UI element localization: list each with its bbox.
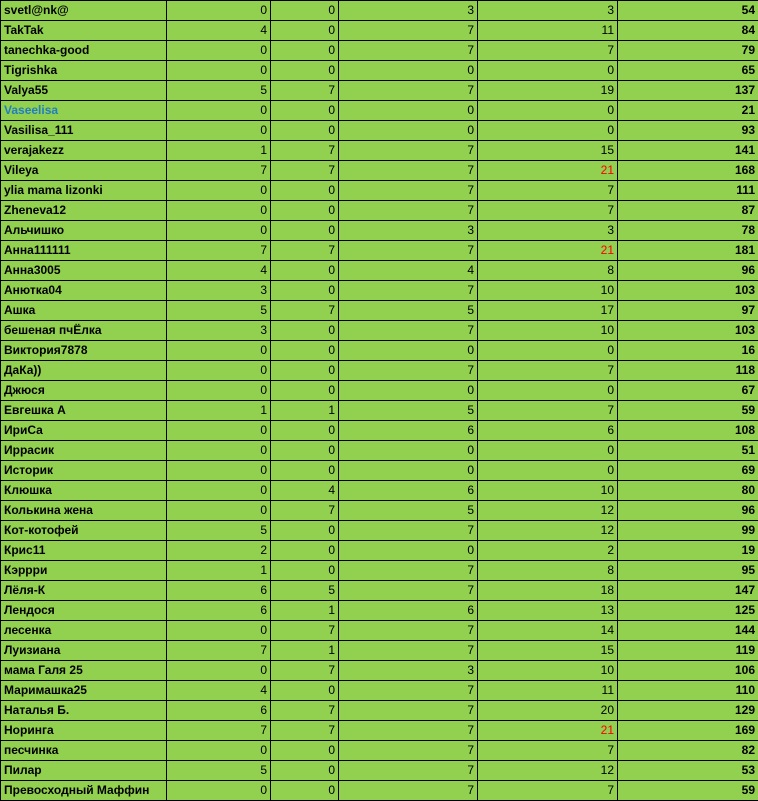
score-cell-2[interactable]: 7: [271, 241, 339, 261]
total-cell[interactable]: 93: [618, 121, 758, 141]
total-cell[interactable]: 16: [618, 341, 758, 361]
score-cell-3[interactable]: 7: [339, 701, 478, 721]
table-row: [1, 521, 758, 541]
sum-cell[interactable]: 12: [478, 761, 618, 781]
score-cell-2[interactable]: 0: [271, 41, 339, 61]
score-cell-1[interactable]: 0: [167, 121, 271, 141]
total-cell[interactable]: 147: [618, 581, 758, 601]
score-cell-2[interactable]: 0: [271, 781, 339, 801]
score-cell-1[interactable]: 4: [167, 261, 271, 281]
score-cell-2[interactable]: 0: [271, 281, 339, 301]
total-cell[interactable]: 87: [618, 201, 758, 221]
score-cell-1[interactable]: 0: [167, 781, 271, 801]
sum-cell[interactable]: 14: [478, 621, 618, 641]
table-row: [1, 1, 758, 21]
name-cell[interactable]: Анютка04: [1, 281, 167, 301]
table-row: [1, 361, 758, 381]
sum-cell[interactable]: 3: [478, 1, 618, 21]
total-cell[interactable]: 53: [618, 761, 758, 781]
table-row: [1, 721, 758, 741]
score-cell-3[interactable]: 7: [339, 81, 478, 101]
total-cell[interactable]: 144: [618, 621, 758, 641]
sum-cell[interactable]: 19: [478, 81, 618, 101]
score-cell-3[interactable]: 7: [339, 181, 478, 201]
score-cell-1[interactable]: 0: [167, 661, 271, 681]
sum-cell[interactable]: 2: [478, 541, 618, 561]
score-cell-3[interactable]: 7: [339, 741, 478, 761]
score-cell-3[interactable]: 7: [339, 781, 478, 801]
total-cell[interactable]: 168: [618, 161, 758, 181]
name-cell[interactable]: Колькина жена: [1, 501, 167, 521]
table-row: [1, 401, 758, 421]
score-cell-2[interactable]: 0: [271, 741, 339, 761]
score-cell-1[interactable]: 0: [167, 221, 271, 241]
name-cell[interactable]: Крис11: [1, 541, 167, 561]
sum-cell[interactable]: 10: [478, 321, 618, 341]
table-row: [1, 421, 758, 441]
table-row: [1, 601, 758, 621]
table-row: [1, 141, 758, 161]
score-cell-3[interactable]: 0: [339, 341, 478, 361]
score-cell-3[interactable]: 7: [339, 621, 478, 641]
total-cell[interactable]: 103: [618, 321, 758, 341]
score-cell-1[interactable]: 7: [167, 161, 271, 181]
table-body: [1, 1, 758, 801]
total-cell[interactable]: 97: [618, 301, 758, 321]
score-cell-1[interactable]: 0: [167, 441, 271, 461]
score-cell-2[interactable]: 0: [271, 541, 339, 561]
total-cell[interactable]: 19: [618, 541, 758, 561]
name-cell[interactable]: Норинга: [1, 721, 167, 741]
score-cell-2[interactable]: 1: [271, 401, 339, 421]
score-cell-3[interactable]: 5: [339, 501, 478, 521]
table-row: [1, 41, 758, 61]
score-cell-2[interactable]: 0: [271, 381, 339, 401]
sum-cell[interactable]: 8: [478, 261, 618, 281]
table-row: [1, 261, 758, 281]
score-cell-2[interactable]: 7: [271, 721, 339, 741]
score-cell-3[interactable]: 7: [339, 281, 478, 301]
name-cell[interactable]: лесенка: [1, 621, 167, 641]
score-cell-1[interactable]: 3: [167, 321, 271, 341]
score-cell-1[interactable]: 0: [167, 461, 271, 481]
score-cell-3[interactable]: 6: [339, 481, 478, 501]
score-cell-2[interactable]: 0: [271, 101, 339, 121]
sum-cell[interactable]: 12: [478, 521, 618, 541]
sum-cell[interactable]: 21: [478, 721, 618, 741]
name-cell[interactable]: Vileya: [1, 161, 167, 181]
name-cell[interactable]: Кот-котофей: [1, 521, 167, 541]
table-row: [1, 501, 758, 521]
name-cell[interactable]: ДаКа)): [1, 361, 167, 381]
score-cell-3[interactable]: 7: [339, 241, 478, 261]
name-cell[interactable]: мама Галя 25: [1, 661, 167, 681]
score-cell-1[interactable]: 1: [167, 141, 271, 161]
table-row: [1, 701, 758, 721]
score-cell-2[interactable]: 7: [271, 81, 339, 101]
total-cell[interactable]: 96: [618, 261, 758, 281]
score-cell-2[interactable]: 7: [271, 661, 339, 681]
name-cell[interactable]: ylia mama lizonki: [1, 181, 167, 201]
score-cell-2[interactable]: 0: [271, 421, 339, 441]
table-row: [1, 21, 758, 41]
score-cell-3[interactable]: 7: [339, 521, 478, 541]
total-cell[interactable]: 59: [618, 781, 758, 801]
score-cell-2[interactable]: 0: [271, 261, 339, 281]
table-row: [1, 761, 758, 781]
table-row: [1, 461, 758, 481]
total-cell[interactable]: 129: [618, 701, 758, 721]
score-cell-2[interactable]: 0: [271, 61, 339, 81]
total-cell[interactable]: 96: [618, 501, 758, 521]
total-cell[interactable]: 125: [618, 601, 758, 621]
score-cell-2[interactable]: 7: [271, 701, 339, 721]
sum-cell[interactable]: 0: [478, 341, 618, 361]
table-row: [1, 541, 758, 561]
sum-cell[interactable]: 7: [478, 201, 618, 221]
score-cell-2[interactable]: 0: [271, 121, 339, 141]
score-cell-2[interactable]: 7: [271, 161, 339, 181]
table-row: [1, 661, 758, 681]
name-cell[interactable]: Историк: [1, 461, 167, 481]
score-cell-2[interactable]: 0: [271, 1, 339, 21]
total-cell[interactable]: 59: [618, 401, 758, 421]
score-cell-3[interactable]: 6: [339, 601, 478, 621]
table-row: [1, 121, 758, 141]
score-cell-2[interactable]: 7: [271, 141, 339, 161]
sum-cell[interactable]: 10: [478, 661, 618, 681]
table-row: [1, 181, 758, 201]
score-cell-3[interactable]: 7: [339, 581, 478, 601]
table-row: [1, 381, 758, 401]
table-row: [1, 61, 758, 81]
name-cell[interactable]: бешеная пчЁлка: [1, 321, 167, 341]
total-cell[interactable]: 69: [618, 461, 758, 481]
sum-cell[interactable]: 15: [478, 141, 618, 161]
total-cell[interactable]: 108: [618, 421, 758, 441]
name-cell[interactable]: Наталья Б.: [1, 701, 167, 721]
score-cell-1[interactable]: 0: [167, 621, 271, 641]
sum-cell[interactable]: 7: [478, 401, 618, 421]
sum-cell[interactable]: 11: [478, 681, 618, 701]
score-cell-1[interactable]: 3: [167, 281, 271, 301]
sum-cell[interactable]: 0: [478, 381, 618, 401]
name-cell[interactable]: Лендося: [1, 601, 167, 621]
score-cell-1[interactable]: 0: [167, 361, 271, 381]
name-cell[interactable]: Valya55: [1, 81, 167, 101]
table-row: [1, 481, 758, 501]
score-cell-3[interactable]: 3: [339, 661, 478, 681]
sum-cell[interactable]: 18: [478, 581, 618, 601]
name-cell[interactable]: Евгешка А: [1, 401, 167, 421]
sum-cell[interactable]: 10: [478, 281, 618, 301]
score-cell-2[interactable]: 0: [271, 21, 339, 41]
sum-cell[interactable]: 17: [478, 301, 618, 321]
score-cell-3[interactable]: 7: [339, 21, 478, 41]
name-cell[interactable]: Лёля-К: [1, 581, 167, 601]
score-cell-2[interactable]: 0: [271, 341, 339, 361]
score-cell-3[interactable]: 7: [339, 161, 478, 181]
name-cell[interactable]: Tigrishka: [1, 61, 167, 81]
name-cell[interactable]: Кэррри: [1, 561, 167, 581]
score-cell-1[interactable]: 0: [167, 201, 271, 221]
total-cell[interactable]: 82: [618, 741, 758, 761]
name-cell[interactable]: TakTak: [1, 21, 167, 41]
sum-cell[interactable]: 21: [478, 161, 618, 181]
score-cell-3[interactable]: 4: [339, 261, 478, 281]
name-cell[interactable]: Луизиана: [1, 641, 167, 661]
score-cell-1[interactable]: 6: [167, 701, 271, 721]
total-cell[interactable]: 106: [618, 661, 758, 681]
table-row: [1, 221, 758, 241]
name-cell[interactable]: Маримашка25: [1, 681, 167, 701]
score-cell-2[interactable]: 7: [271, 301, 339, 321]
total-cell[interactable]: 110: [618, 681, 758, 701]
total-cell[interactable]: 141: [618, 141, 758, 161]
score-cell-1[interactable]: 7: [167, 241, 271, 261]
score-cell-3[interactable]: 0: [339, 441, 478, 461]
score-cell-3[interactable]: 5: [339, 301, 478, 321]
total-cell[interactable]: 79: [618, 41, 758, 61]
total-cell[interactable]: 84: [618, 21, 758, 41]
score-cell-2[interactable]: 1: [271, 641, 339, 661]
sum-cell[interactable]: 7: [478, 41, 618, 61]
sum-cell[interactable]: 21: [478, 241, 618, 261]
table-row: [1, 781, 758, 801]
name-cell[interactable]: песчинка: [1, 741, 167, 761]
sum-cell[interactable]: 0: [478, 61, 618, 81]
total-cell[interactable]: 54: [618, 1, 758, 21]
score-cell-1[interactable]: 0: [167, 501, 271, 521]
score-cell-3[interactable]: 7: [339, 641, 478, 661]
sum-cell[interactable]: 7: [478, 741, 618, 761]
score-cell-1[interactable]: 0: [167, 1, 271, 21]
score-cell-1[interactable]: 0: [167, 381, 271, 401]
score-cell-1[interactable]: 0: [167, 181, 271, 201]
score-cell-3[interactable]: 3: [339, 221, 478, 241]
sum-cell[interactable]: 0: [478, 121, 618, 141]
table-row: [1, 301, 758, 321]
name-cell[interactable]: svetl@nk@: [1, 1, 167, 21]
sum-cell[interactable]: 0: [478, 101, 618, 121]
score-cell-1[interactable]: 0: [167, 421, 271, 441]
table-row: [1, 581, 758, 601]
sum-cell[interactable]: 7: [478, 361, 618, 381]
score-cell-3[interactable]: 7: [339, 721, 478, 741]
name-cell[interactable]: ИриСа: [1, 421, 167, 441]
total-cell[interactable]: 103: [618, 281, 758, 301]
name-cell[interactable]: Vasilisa_111: [1, 121, 167, 141]
score-cell-3[interactable]: 7: [339, 681, 478, 701]
total-cell[interactable]: 67: [618, 381, 758, 401]
score-cell-2[interactable]: 5: [271, 581, 339, 601]
score-cell-3[interactable]: 0: [339, 121, 478, 141]
name-cell[interactable]: tanechka-good: [1, 41, 167, 61]
table-row: [1, 81, 758, 101]
score-cell-1[interactable]: 0: [167, 341, 271, 361]
score-cell-1[interactable]: 0: [167, 481, 271, 501]
score-cell-2[interactable]: 0: [271, 201, 339, 221]
score-cell-3[interactable]: 6: [339, 421, 478, 441]
total-cell[interactable]: 119: [618, 641, 758, 661]
total-cell[interactable]: 65: [618, 61, 758, 81]
score-cell-3[interactable]: 7: [339, 761, 478, 781]
score-cell-1[interactable]: 1: [167, 401, 271, 421]
score-cell-1[interactable]: 1: [167, 561, 271, 581]
score-cell-3[interactable]: 7: [339, 361, 478, 381]
score-cell-3[interactable]: 0: [339, 541, 478, 561]
score-cell-1[interactable]: 6: [167, 581, 271, 601]
score-cell-1[interactable]: 5: [167, 81, 271, 101]
table-row: [1, 561, 758, 581]
total-cell[interactable]: 137: [618, 81, 758, 101]
sum-cell[interactable]: 0: [478, 441, 618, 461]
name-cell[interactable]: Пилар: [1, 761, 167, 781]
score-cell-2[interactable]: 0: [271, 681, 339, 701]
table-row: [1, 161, 758, 181]
score-cell-3[interactable]: 0: [339, 61, 478, 81]
score-cell-1[interactable]: 6: [167, 601, 271, 621]
name-cell[interactable]: Zheneva12: [1, 201, 167, 221]
table-row: [1, 241, 758, 261]
name-cell[interactable]: Превосходный Маффин: [1, 781, 167, 801]
score-cell-2[interactable]: 0: [271, 181, 339, 201]
name-cell[interactable]: Альчишко: [1, 221, 167, 241]
score-cell-2[interactable]: 7: [271, 501, 339, 521]
score-cell-1[interactable]: 7: [167, 641, 271, 661]
table-row: [1, 201, 758, 221]
score-cell-2[interactable]: 0: [271, 561, 339, 581]
score-cell-1[interactable]: 7: [167, 721, 271, 741]
total-cell[interactable]: 99: [618, 521, 758, 541]
name-cell[interactable]: Анна111111: [1, 241, 167, 261]
score-cell-1[interactable]: 4: [167, 21, 271, 41]
score-cell-1[interactable]: 0: [167, 41, 271, 61]
score-cell-2[interactable]: 4: [271, 481, 339, 501]
sum-cell[interactable]: 15: [478, 641, 618, 661]
name-cell[interactable]: Ашка: [1, 301, 167, 321]
total-cell[interactable]: 95: [618, 561, 758, 581]
score-cell-3[interactable]: 7: [339, 201, 478, 221]
sum-cell[interactable]: 7: [478, 781, 618, 801]
table-row: [1, 621, 758, 641]
score-cell-2[interactable]: 0: [271, 761, 339, 781]
total-cell[interactable]: 51: [618, 441, 758, 461]
score-cell-3[interactable]: 7: [339, 321, 478, 341]
score-cell-3[interactable]: 7: [339, 141, 478, 161]
score-cell-1[interactable]: 5: [167, 521, 271, 541]
total-cell[interactable]: 118: [618, 361, 758, 381]
name-cell[interactable]: Иррасик: [1, 441, 167, 461]
name-cell[interactable]: Анна3005: [1, 261, 167, 281]
total-cell[interactable]: 111: [618, 181, 758, 201]
sum-cell[interactable]: 11: [478, 21, 618, 41]
score-cell-3[interactable]: 0: [339, 461, 478, 481]
score-cell-3[interactable]: 7: [339, 41, 478, 61]
table-row: [1, 281, 758, 301]
sum-cell[interactable]: 3: [478, 221, 618, 241]
score-cell-1[interactable]: 2: [167, 541, 271, 561]
score-cell-1[interactable]: 5: [167, 301, 271, 321]
total-cell[interactable]: 169: [618, 721, 758, 741]
score-cell-2[interactable]: 1: [271, 601, 339, 621]
table-row: [1, 321, 758, 341]
name-cell[interactable]: verajakezz: [1, 141, 167, 161]
score-cell-3[interactable]: 0: [339, 101, 478, 121]
table-row: [1, 741, 758, 761]
table-row: [1, 641, 758, 661]
score-cell-2[interactable]: 0: [271, 441, 339, 461]
sum-cell[interactable]: 12: [478, 501, 618, 521]
score-cell-1[interactable]: 0: [167, 61, 271, 81]
score-cell-2[interactable]: 0: [271, 361, 339, 381]
total-cell[interactable]: 78: [618, 221, 758, 241]
score-cell-3[interactable]: 0: [339, 381, 478, 401]
sum-cell[interactable]: 8: [478, 561, 618, 581]
table-row: [1, 101, 758, 121]
score-cell-1[interactable]: 5: [167, 761, 271, 781]
score-cell-2[interactable]: 0: [271, 461, 339, 481]
table-row: [1, 441, 758, 461]
sum-cell[interactable]: 6: [478, 421, 618, 441]
total-cell[interactable]: 181: [618, 241, 758, 261]
score-cell-3[interactable]: 3: [339, 1, 478, 21]
score-cell-1[interactable]: 0: [167, 101, 271, 121]
score-cell-1[interactable]: 4: [167, 681, 271, 701]
name-cell[interactable]: Клюшка: [1, 481, 167, 501]
total-cell[interactable]: 80: [618, 481, 758, 501]
table-row: [1, 681, 758, 701]
sum-cell[interactable]: 10: [478, 481, 618, 501]
score-cell-2[interactable]: 0: [271, 321, 339, 341]
score-cell-2[interactable]: 7: [271, 621, 339, 641]
score-cell-3[interactable]: 7: [339, 561, 478, 581]
sum-cell[interactable]: 20: [478, 701, 618, 721]
sum-cell[interactable]: 13: [478, 601, 618, 621]
name-cell[interactable]: Джюся: [1, 381, 167, 401]
table-row: [1, 341, 758, 361]
score-cell-1[interactable]: 0: [167, 741, 271, 761]
score-cell-3[interactable]: 5: [339, 401, 478, 421]
total-cell[interactable]: 21: [618, 101, 758, 121]
sum-cell[interactable]: 7: [478, 181, 618, 201]
sum-cell[interactable]: 0: [478, 461, 618, 481]
score-cell-2[interactable]: 0: [271, 521, 339, 541]
name-cell[interactable]: Vaseelisa: [1, 101, 167, 121]
name-cell[interactable]: Виктория7878: [1, 341, 167, 361]
score-cell-2[interactable]: 0: [271, 221, 339, 241]
